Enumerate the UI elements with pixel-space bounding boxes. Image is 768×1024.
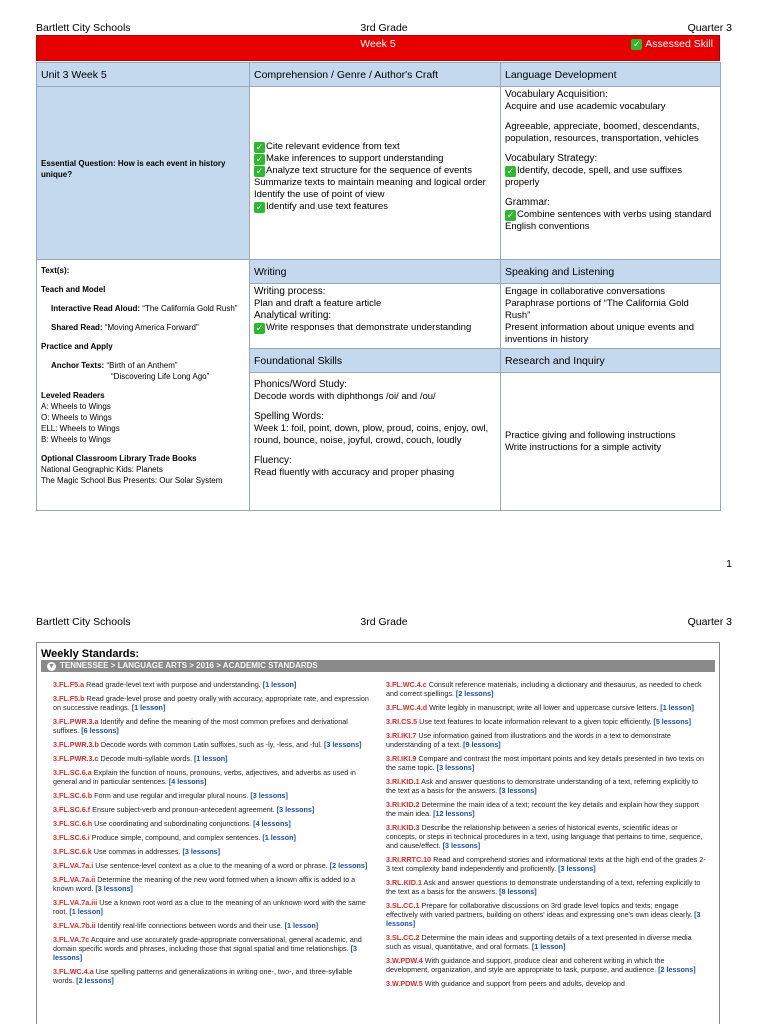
lesson-count[interactable]: [3 lessons] [499,786,537,795]
comp-item: Summarize texts to maintain meaning and logical order [254,177,486,188]
standard-item [53,740,374,749]
standard-item [53,819,374,828]
week-bar [36,35,720,61]
standard-item [53,847,374,856]
standard-code[interactable]: 3.FL.WC.4.a [53,967,94,976]
standard-code[interactable]: 3.FL.SC.6.f [53,805,91,814]
standard-code[interactable]: 3.FL.F5.b [53,694,85,703]
standard-text: Decode words with common Latin suffixes, such as -ly, -less, and -ful. [98,740,324,749]
lesson-count[interactable]: [2 lessons] [329,861,368,870]
language-development-cell: Vocabulary Acquisition: Acquire and use academic vocabulary Agreeable, appreciate, boomed, descendants, population, resources, transportation, vehicles Vocabulary Strategy: ✓ Identify, decode, spell, and use suffixes properly Grammar: ✓ Combine sentences with verbs using standard English conventions [501,87,721,260]
comp-item: ✓ Cite relevant evidence from text [255,141,400,152]
check-icon: ✓ [506,166,515,176]
standard-text: Use a known root word as a clue to the meaning of an unknown word with the same root. [53,898,366,916]
standard-text: Decode multi-syllable words. [98,754,195,763]
vocab-strategy-text: Identify, decode, spell, and use suffixes properly [505,165,682,188]
check-icon: ✓ [255,202,264,212]
check-icon: ✓ [255,154,264,164]
standard-item [386,703,707,712]
speaking-header: Speaking and Listening [501,260,721,284]
grade-label: 3rd Grade [360,22,408,34]
assessed-skill-legend [631,38,713,50]
unit-header: Unit 3 Week 5 [37,63,250,87]
standard-item [386,680,707,698]
foundational-header: Foundational Skills [250,349,501,373]
standard-item [386,777,707,795]
standard-item [53,921,374,930]
standard-item [386,800,707,818]
lesson-count[interactable]: [4 lessons] [253,819,291,828]
standard-text: Use spelling patterns and generalizations in writing one-, two-, and three-syllable words. [53,967,353,985]
standard-item [53,833,374,842]
standard-text: Read grade-level prose and poetry orally with accuracy, appropriate rate, and expression on successive readings. [53,694,369,712]
lesson-count[interactable]: [2 lessons] [76,976,114,985]
standard-code[interactable]: 3.W.PDW.4 [386,956,423,965]
check-icon: ✓ [255,323,264,333]
standard-text: Write legibly in manuscript; write all lower and uppercase cursive letters. [427,703,661,712]
lesson-count[interactable]: [2 lessons] [658,965,696,974]
standard-item [386,717,707,726]
optional-title: Optional Classroom Library Trade Books [41,454,197,463]
standard-text: Read grade-level text with purpose and understanding. [84,680,263,689]
leveled-title: Leveled Readers [41,391,105,400]
standard-text: Ask and answer questions to demonstrate understanding of a text, referring explicitly to the text as a basis for the answers. [386,777,699,795]
standard-item [53,861,374,870]
research-item: Practice giving and following instructions [505,429,676,441]
fluency-title: Fluency [254,455,290,466]
optional-item: The Magic School Bus Presents: Our Solar System [41,476,223,485]
standard-item [53,680,374,689]
writing-cell: Writing process: Plan and draft a feature article Analytical writing: ✓ Write responses that demonstrate understanding [250,284,501,349]
comprehension-cell [250,87,501,260]
page-header [36,22,732,34]
school-name: Bartlett City Schools [36,616,131,628]
standard-text: With guidance and support, produce clear and coherent writing in which the development, organization, and style are appropriate to task, purpose, and audience. [386,956,665,974]
analytical-title: Analytical writing [254,310,329,321]
standard-code[interactable]: 3.FL.PWR.3.b [53,740,99,749]
standards-right-column [386,680,707,993]
school-name: Bartlett City Schools [36,22,131,34]
standard-item [53,805,374,814]
standard-item [386,933,707,951]
foundational-cell: Phonics/Word Study: Decode words with diphthongs /oi/ and /ou/ Spelling Words: Week 1: foil, point, down, plow, proud, coins, enjoy, owl, round, bounce, noise, joyful, crowd, couch, loudly Fluency: Read fluently with accuracy and proper phasing [250,373,501,511]
vocab-words: Agreeable, appreciate, boomed, descendants, population, resources, transportation, vehicles [505,121,700,144]
leveled-item: B: Wheels to Wings [41,435,111,444]
speaking-item: Paraphrase portions of “The California Gold Rush” [505,298,689,321]
standard-code[interactable]: 3.FL.PWR.3.a [53,717,99,726]
standard-text: Identify and define the meaning of the most common prefixes and derivational suffixes. [53,717,348,735]
standard-text: Acquire and use accurately grade-appropriate conversational, general academic, and domain specific words and phrases, including those that signal spatial and time relationships. [53,935,362,953]
standard-item [386,901,707,928]
optional-item: National Geographic Kids: Planets [41,465,163,474]
lesson-count[interactable]: [1 lesson] [262,680,297,689]
practice-apply: Practice and Apply [41,342,113,351]
standard-text: Prepare for collaborative discussions on 3rd grade level topics and texts; engage effectively with varied partners, building on others' ideas and expressing one's own ideas clearly. [386,901,695,919]
lesson-count[interactable]: [4 lessons] [168,777,207,786]
standard-item [53,694,374,712]
standard-item [386,754,707,772]
standard-item [53,935,374,962]
page-header-2 [36,616,732,628]
lesson-count[interactable]: [1 lesson] [284,921,319,930]
chevron-down-icon[interactable]: ▼ [48,663,55,670]
lesson-count[interactable]: [1 lesson] [131,703,166,712]
lesson-count[interactable]: [3 lessons] [436,763,475,772]
standard-code[interactable]: 3.RI.IKI.9 [386,754,417,763]
standard-code[interactable]: 3.FL.VA.7a.iii [53,898,98,907]
week-title: Week 5 [360,38,396,50]
standard-code[interactable]: 3.FL.SC.6.b [53,791,93,800]
standard-text: With guidance and support from peers and adults, develop and [422,979,625,988]
standard-code[interactable]: 3.FL.SC.6.a [53,768,92,777]
standard-text: Read and comprehend stories and informational texts at the high end of the grades 2-3 text complexity band independently and proficiently. [386,855,706,873]
standard-text: Ensure subject-verb and pronoun-antecedent agreement. [90,805,277,814]
comp-item: ✓ Make inferences to support understanding [255,153,444,164]
standard-text: Consult reference materials, including a dictionary and thesaurus, as needed to check and correct spellings. [386,680,702,698]
lesson-count[interactable]: [1 lesson] [660,703,694,712]
check-icon: ✓ [633,38,641,49]
lesson-count[interactable]: [5 lessons] [653,717,691,726]
standard-code[interactable]: 3.FL.VA.7c [53,935,90,944]
standard-item [386,823,707,850]
standard-item [386,956,707,974]
standard-text: Determine the main ideas and supporting details of a text presented in diverse media such as visual, quantitative, and oral formats. [386,933,692,951]
research-cell [501,373,721,511]
standard-item [386,731,707,749]
leveled-item: A: Wheels to Wings [41,402,111,411]
standard-text: Use text features to locate information relevant to a given topic efficiently. [417,717,654,726]
standard-code[interactable]: 3.RI.RRTC.10 [386,855,432,864]
essential-question-cell [37,87,250,260]
standard-code[interactable]: 3.FL.VA.7a.ii [53,875,96,884]
standard-item [53,768,374,786]
standard-code[interactable]: 3.FL.SC.6.h [53,819,93,828]
check-icon: ✓ [506,210,515,220]
standard-text: Compare and contrast the most important points and key details presented in two texts on the same topic. [386,754,705,772]
standard-code[interactable]: 3.RI.CS.5 [386,717,418,726]
leveled-item: O: Wheels to Wings [41,413,112,422]
standard-item [53,717,374,735]
quarter-label: Quarter 3 [687,616,732,628]
check-icon: ✓ [255,166,264,176]
lesson-count[interactable]: [3 lessons] [386,910,701,928]
lesson-count[interactable]: [1 lesson] [262,833,296,842]
standard-code[interactable]: 3.RI.KID.3 [386,823,420,832]
standard-code[interactable]: 3.RI.IKI.7 [386,731,417,740]
lesson-count[interactable]: [8 lessons] [499,887,537,896]
essential-question: Essential Question: How is each event in history unique? [41,159,226,179]
lesson-count[interactable]: [3 lessons] [276,805,315,814]
standard-code[interactable]: 3.FL.SC.6.k [53,847,92,856]
writing-process-text: Plan and draft a feature article [254,298,382,309]
writing-process-title: Writing process [254,286,323,297]
standard-text: Explain the function of nouns, pronouns, verbs, adjectives, and adverbs as used in general and in particular sentences. [53,768,356,786]
standards-title: Weekly Standards: [41,648,140,660]
lesson-plan-table [36,62,721,511]
grammar-text-2: English conventions [505,221,590,232]
comprehension-header: Comprehension / Genre / Author's Craft [250,63,501,87]
standard-item [386,878,707,896]
standard-item [386,979,707,988]
texts-cell [37,260,250,511]
grammar-title: Grammar [505,197,548,208]
standard-text: Produce simple, compound, and complex sentences. [89,833,263,842]
lesson-count[interactable]: [12 lessons] [433,809,475,818]
standards-left-column [53,680,374,993]
lesson-count[interactable]: [2 lessons] [455,689,494,698]
lesson-count[interactable]: [3 lessons] [53,944,358,962]
standard-code[interactable]: 3.RL.KID.1 [386,878,422,887]
texts-title: Text(s): [41,266,70,275]
standard-text: Use sentence-level context as a clue to the meaning of a word or phrase. [93,861,330,870]
lesson-count[interactable]: [3 lessons] [442,841,481,850]
anchor-texts: Anchor Texts: “Birth of an Anthem” [51,361,178,370]
speaking-item: Engage in collaborative conversations [505,286,666,297]
speaking-item: Present information about unique events and inventions in history [505,322,695,345]
assessed-skill-label: Assessed Skill [645,38,713,50]
lesson-count[interactable]: [3 lessons] [323,740,362,749]
lesson-count[interactable]: [1 lesson] [69,907,103,916]
standard-code[interactable]: 3.FL.VA.7b.ii [53,921,96,930]
writing-header: Writing [250,260,501,284]
lesson-count[interactable]: [1 lesson] [194,754,228,763]
fluency-text: Read fluently with accuracy and proper phasing [254,467,455,478]
standard-item [53,791,374,800]
vocab-strategy-title: Vocabulary Strategy [505,153,595,164]
standard-text: Determine the main idea of a text; recount the key details and explain how they support the main idea. [386,800,699,818]
standard-text: Identify real-life connections between words and their use. [95,921,285,930]
lesson-count[interactable]: [1 lesson] [531,942,566,951]
standard-code[interactable]: 3.FL.F5.a [53,680,85,689]
standard-item [53,875,374,893]
lesson-count[interactable]: [9 lessons] [463,740,501,749]
standard-text: Form and use regular and irregular plural nouns. [92,791,251,800]
lesson-count[interactable]: [6 lessons] [81,726,119,735]
weekly-standards [36,642,720,1024]
leveled-item: ELL: Wheels to Wings [41,424,120,433]
teach-model: Teach and Model [41,285,106,294]
standard-code[interactable]: 3.FL.PWR.3.c [53,754,99,763]
interactive-read-aloud: Interactive Read Aloud: “The California Gold Rush” [51,304,238,313]
standard-text: Ask and answer questions to demonstrate understanding of a text, referring explicitly to the text as a basis for the answers. [386,878,701,896]
spelling-title: Spelling Words [254,411,322,422]
lesson-count[interactable]: [3 lessons] [95,884,133,893]
standard-code[interactable]: 3.FL.WC.4.d [386,703,428,712]
spelling-text: Week 1: foil, point, down, plow, proud, coins, enjoy, owl, round, bounce, noise, joyful, crowd, couch, loudly [254,423,489,446]
analytical-text: Write responses that demonstrate understanding [266,322,472,333]
standard-code[interactable]: 3.W.PDW.5 [386,979,423,988]
standard-text: Use commas in addresses. [91,847,183,856]
speaking-cell [501,284,721,349]
shared-read: Shared Read: “Moving America Forward” [51,323,199,332]
standard-code[interactable]: 3.RI.KID.1 [386,777,420,786]
comp-item: ✓ Identify and use text features [255,201,388,212]
grade-label: 3rd Grade [360,616,408,628]
standard-item [53,754,374,763]
phonics-title: Phonics/Word Study [254,379,345,390]
lesson-count[interactable]: [3 lessons] [558,864,596,873]
standard-code[interactable]: 3.SL.CC.2 [386,933,420,942]
standard-item [53,898,374,916]
standard-text: Describe the relationship between a series of historical events, scientific ideas or concepts, or steps in technical procedures in a text, using language that pertains to time, sequence, and cause/effect. [386,823,703,850]
standards-breadcrumb: ▼ TENNESSEE > LANGUAGE ARTS > 2016 > ACADEMIC STANDARDS [41,660,715,672]
standard-text: Use information gained from illustrations and the words in a text to demonstrate understanding of a text. [386,731,671,749]
standard-item [53,967,374,985]
standard-code[interactable]: 3.FL.WC.4.c [386,680,427,689]
vocab-acq-text: Acquire and use academic vocabulary [505,101,666,112]
quarter-label: Quarter 3 [687,22,732,34]
anchor-text-2: “Discovering Life Long Ago” [111,372,210,381]
standard-text: Use coordinating and subordinating conjunctions. [92,819,254,828]
lesson-count[interactable]: [3 lessons] [182,847,220,856]
research-header: Research and Inquiry [501,349,721,373]
comp-item: Identify the use of point of view [254,189,385,200]
grammar-text: Combine sentences with verbs using standard [517,209,712,220]
phonics-text: Decode words with diphthongs /oi/ and /ou/ [254,391,436,402]
comp-item: ✓ Analyze text structure for the sequence of events [255,165,472,176]
standard-text: Determine the meaning of the new word formed when a known affix is added to a known word. [53,875,356,893]
standard-code[interactable]: 3.SL.CC.1 [386,901,420,910]
page-number: 1 [726,558,732,570]
standard-item [386,855,707,873]
standard-code[interactable]: 3.RI.KID.2 [386,800,420,809]
research-item: Write instructions for a simple activity [505,441,662,453]
lesson-count[interactable]: [3 lessons] [250,791,288,800]
language-header: Language Development [501,63,721,87]
standard-code[interactable]: 3.FL.VA.7a.i [53,861,94,870]
check-icon: ✓ [255,142,264,152]
standard-code[interactable]: 3.FL.SC.6.i [53,833,90,842]
vocab-acq-title: Vocabulary Acquisition [505,89,606,100]
